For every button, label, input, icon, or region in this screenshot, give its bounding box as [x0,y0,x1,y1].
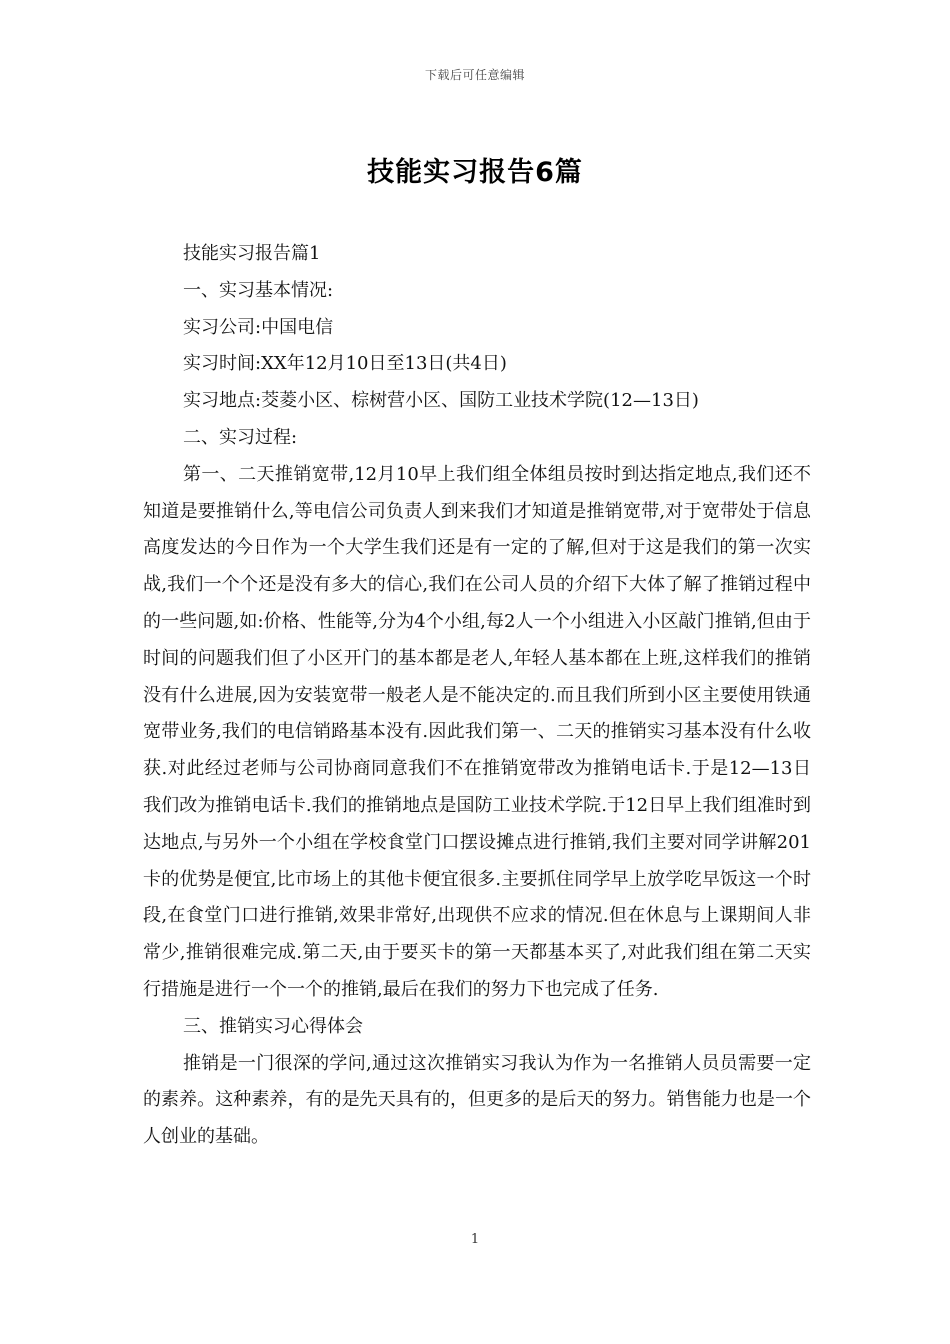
section-heading-process: 二、实习过程: [183,426,298,448]
report-subtitle: 技能实习报告篇1 [183,243,321,264]
page-number: 1 [470,1232,480,1247]
internship-location: 实习地点:茭菱小区、棕树营小区、国防工业技术学院(12—13日) [183,390,699,412]
internship-time: 实习时间:XX年12月10日至13日(共4日) [183,353,507,375]
header-note: 下载后可任意编辑 [424,68,525,82]
document-title: 技能实习报告6篇 [367,157,583,188]
process-paragraph: 第一、二天推销宽带,12月10早上我们组全体组员按时到达指定地点,我们还不知道是要推销什么,等电信公司负责人到来我们才知道是推销宽带,对于宽带处于信息高度发达的今日作为一个大学生我们还是有一定的了解,但对于这是我们的第一次实战,我们一个个还是没有多大的信心,我们在公司人员的介绍下大体了解了推销过程中的一些问题,如:价格、性能等,分为4个小组,每2人一个小组进入小区敲门推销,但由于时间的问题我们但了小区开门的基本都是老人,年轻人基本都在上班,这样我们的推销没有什么进展,因为安装宽带一般老人是不能决定的.而且我们所到小区主要使用铁通宽带业务,我们的电信销路基本没有.因此我们第一、二天的推销实习基本没有什么收获.对此经过老师与公司协商同意我们不在推销宽带改为推销电话卡.于是12—13日我们改为推销电话卡.我们的推销地点是国防工业技术学院.于12日早上我们组准时到达地点,与另外一个小组在学校食堂门口摆设摊点进行推销,我们主要对同学讲解201卡的优势是便宜,比市场上的其他卡便宜很多.主要抓住同学早上放学吃早饭这一个时段,在食堂门口进行推销,效果非常好,出现供不应求的情况.但在休息与上课期间人非常少,推销很难完成.第二天,由于要买卡的第一天都基本买了,对此我们组在第二天实行措施是进行一个一个的推销,最后在我们的努力下也完成了任务. [143,463,811,1000]
section-heading-basic-info: 一、实习基本情况: [183,279,334,301]
reflection-paragraph: 推销是一门很深的学问,通过这次推销实习我认为作为一名推销人员员需要一定的素养。这种素养，有的是先天具有的，但更多的是后天的努力。销售能力也是一个人创业的基础。 [143,1052,811,1148]
document-body [143,236,811,1156]
internship-company: 实习公司:中国电信 [183,316,334,338]
section-heading-reflection: 三、推销实习心得体会 [183,1015,363,1037]
